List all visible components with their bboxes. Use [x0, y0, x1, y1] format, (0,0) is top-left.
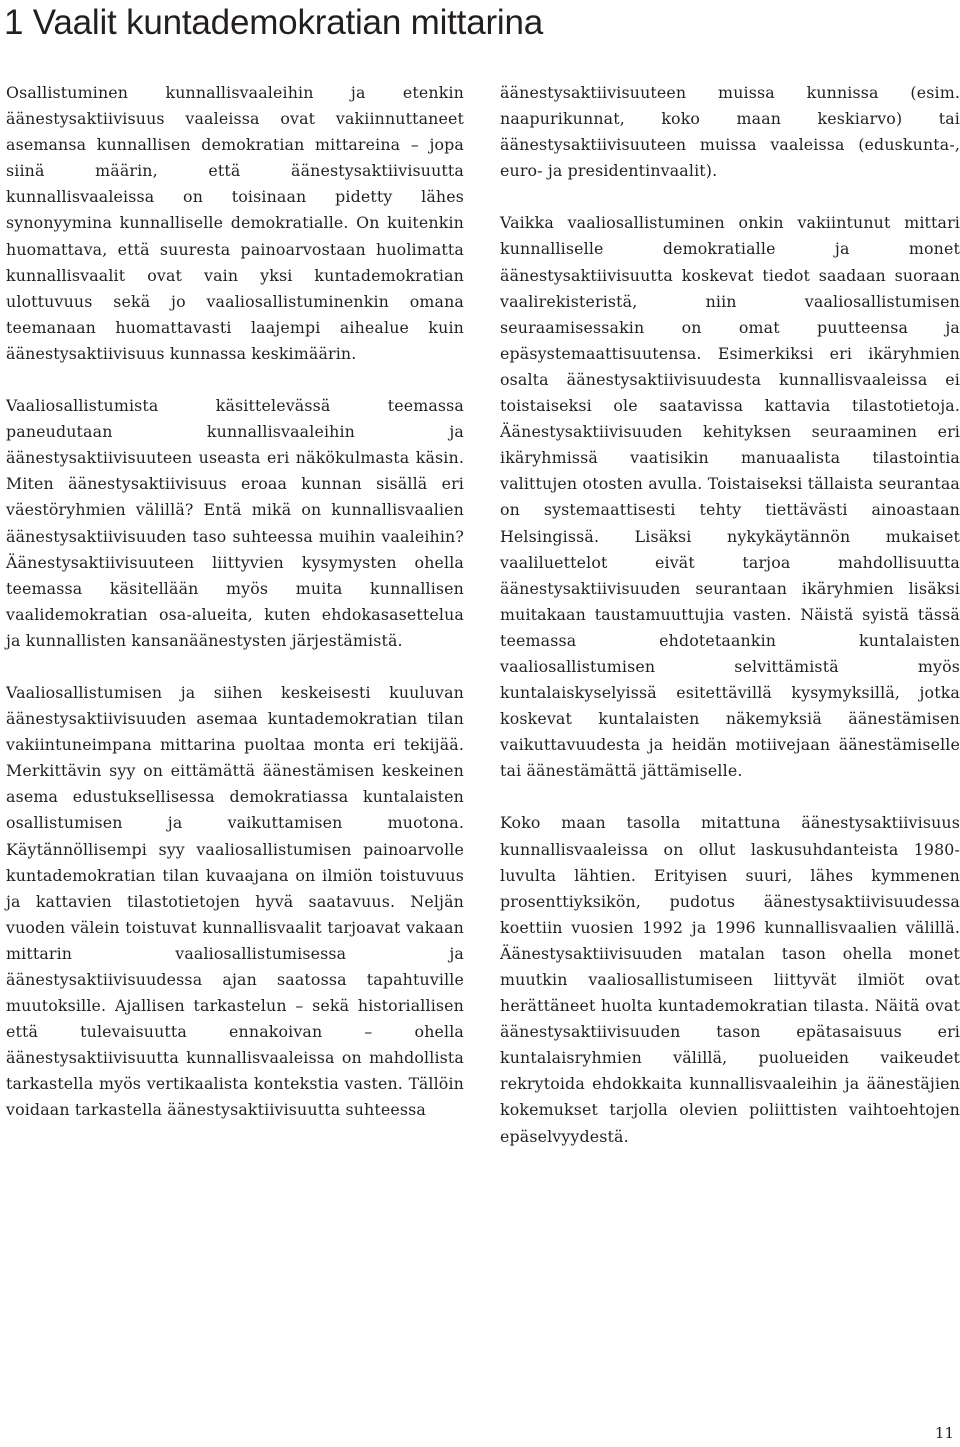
paragraph: Vaaliosallistumista käsittelevässä teemassa paneudutaan kunnallisvaaleihin ja äänestysaktiivisuuteen useasta eri näkökulmasta käsin. Miten äänestysaktiivisuus eroaa kunnan sisällä eri väestöryhmien välillä? Entä mikä on kunnallisvaalien äänestysaktiivisuuden taso suhteessa muihin vaaleihin? Äänestysaktiivisuuteen liittyvien kysymysten ohella teemassa käsitellään myös muita kunnallisen vaalidemokratian osa-alueita, kuten ehdokasasettelua ja kunnallisten kansanäänestysten järjestämistä.: [6, 396, 464, 650]
paragraph: äänestysaktiivisuuteen muissa kunnissa (esim. naapurikunnat, koko maan keskiarvo) tai äänestysaktiivisuuteen muissa vaaleissa (eduskunta-, euro- ja presidentinvaalit).: [500, 83, 960, 181]
right-column: [500, 80, 960, 1176]
left-column: [6, 80, 464, 1150]
paragraph: Osallistuminen kunnallisvaaleihin ja etenkin äänestysaktiivisuus vaaleissa ovat vakiinnuttaneet asemansa kunnallisen demokratian mittareina – jopa siinä määrin, että äänestysaktiivisuutta kunnallisvaaleissa on toisinaan pidetty lähes synonyymina kunnalliselle demokratialle. On kuitenkin huomattava, että suuresta painoarvostaan huolimatta kunnallisvaalit ovat vain yksi kuntademokratian ulottuvuus sekä jo vaaliosallistuminenkin omana teemanaan huomattavasti laajempi aihealue kuin äänestysaktiivisuus kunnassa keskimäärin.: [6, 83, 464, 363]
paragraph: Koko maan tasolla mitattuna äänestysaktiivisuus kunnallisvaaleissa on ollut laskusuhdanteista 1980-luvulta lähtien. Erityisen suuri, lähes kymmenen prosenttiyksikön, pudotus äänestysaktiivisuudessa koettiin vuosien 1992 ja 1996 kunnallisvaalien välillä. Äänestysaktiivisuuden matalan tason ohella monet muutkin vaaliosallistumiseen liittyvät ilmiöt ovat herättäneet huolta kuntademokratian tilasta. Näitä ovat äänestysaktiivisuuden tason epätasaisuus eri kuntalaisryhmien välillä, puolueiden vaikeudet rekrytoida ehdokkaita kunnallisvaaleihin ja äänestäjien kokemukset tarjolla olevien poliittisten vaihtoehtojen epäselvyydestä.: [500, 813, 960, 1146]
page-title: 1 Vaalit kuntademokratian mittarina: [4, 3, 544, 42]
paragraph: Vaaliosallistumisen ja siihen keskeisesti kuuluvan äänestysaktiivisuuden asemaa kuntademokratian tilan vakiintuneimpana mittarina puoltaa monta eri tekijää. Merkittävin syy on eittämättä äänestämisen keskeinen asema edustuksellisessa demokratiassa kuntalaisten osallistumisen ja vaikuttamisen muotona. Käytännöllisempi syy vaaliosallistumisen painoarvolle kuntademokratian tilan kuvaajana on ilmiön toistuvuus ja kattavien tilastotietojen hyvä saatavuus. Neljän vuoden välein toistuvat kunnallisvaalit tarjoavat vakaan mittarin vaaliosallistumisessa ja äänestysaktiivisuudessa ajan saatossa tapahtuville muutoksille. Ajallisen tarkastelun – sekä historiallisen että tulevaisuutta ennakoivan – ohella äänestysaktiivisuutta kunnallisvaaleissa on mahdollista tarkastella myös vertikaalista kontekstia vasten. Tällöin voidaan tarkastella äänestysaktiivisuutta suhteessa: [6, 682, 464, 1120]
paragraph: Vaikka vaaliosallistuminen onkin vakiintunut mittari kunnalliselle demokratialle ja monet äänestysaktiivisuutta koskevat tiedot saadaan suoraan vaalirekisteristä, niin vaaliosallistumisen seuraamisessakin on omat puutteensa ja epäsystemaattisuutensa. Esimerkiksi eri ikäryhmien osalta äänestysaktiivisuudesta kunnallisvaaleissa ei toistaiseksi ole saatavissa kattavia tilastotietoja. Äänestysaktiivisuuden kehityksen seuraaminen eri ikäryhmissä vaatisikin manuaalista tilastointia valittujen otosten avulla. Toistaiseksi tällaista seurantaa on systemaattisesti tehty tiettävästi ainoastaan Helsingissä. Lisäksi nykykäytännön mukaiset vaaliluettelot eivät tarjoa mahdollisuutta äänestysaktiivisuuden seurantaan ikäryhmien lisäksi muitakaan taustamuuttujia vasten. Näistä syistä tässä teemassa ehdotetaankin kuntalaisten vaaliosallistumisen selvittämistä myös kuntalaiskyselyissä esitettävillä kysymyksillä, jotka koskevat kuntalaisten näkemyksiä äänestämisen vaikuttavuudesta ja heidän motiivejaan äänestämiselle tai äänestämättä jättämiselle.: [500, 213, 960, 781]
page-number: 11: [934, 1424, 954, 1442]
